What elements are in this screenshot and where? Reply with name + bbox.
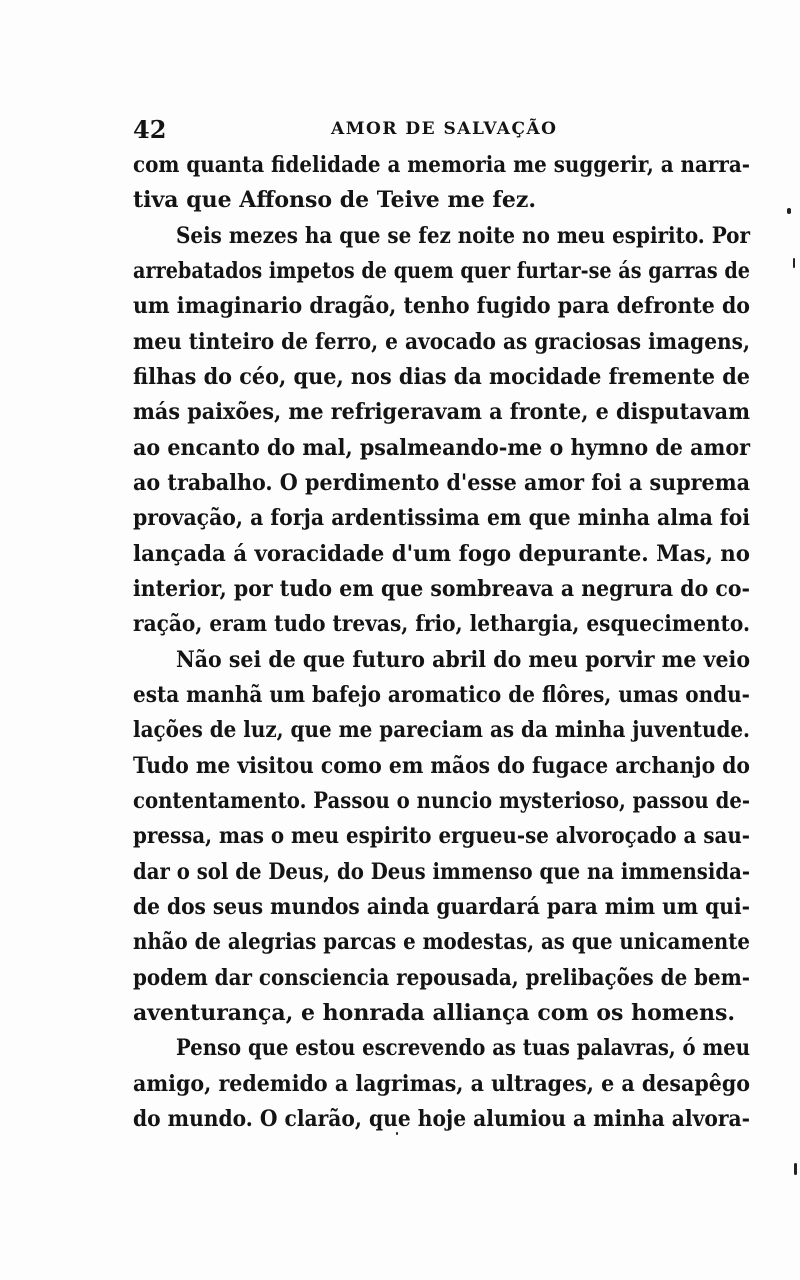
ink-speck (787, 208, 791, 214)
page-header (133, 115, 753, 145)
text-line: ração, eram tudo trevas, frio, lethargia, esquecimento. (133, 611, 750, 637)
text-line: de dos seus mundos ainda guardará para mim um qui- (133, 894, 750, 920)
text-line: lações de luz, que me pareciam as da minha juventude. (133, 717, 750, 743)
text-line: amigo, redemido a lagrimas, a ultrages, e a desapêgo (133, 1071, 750, 1097)
text-line: meu tinteiro de ferro, e avocado as graciosas imagens, (133, 329, 750, 355)
text-line: com quanta fidelidade a memoria me suggerir, a narra- (133, 152, 750, 178)
text-line: contentamento. Passou o nuncio mysterioso, passou de- (133, 788, 750, 814)
text-line: provação, a forja ardentissima em que minha alma foi (133, 505, 750, 531)
text-line: más paixões, me refrigeravam a fronte, e disputavam (133, 399, 750, 425)
text-line: esta manhã um bafejo aromatico de flôres, umas ondu- (133, 682, 750, 708)
running-title: AMOR DE SALVAÇÃO (331, 119, 558, 139)
text-line: arrebatados impetos de quem quer furtar-se ás garras de (133, 258, 750, 284)
text-line: filhas do céo, que, nos dias da mocidade fremente de (133, 364, 750, 390)
text-line: pressa, mas o meu espirito ergueu-se alvoroçado a sau- (133, 823, 750, 849)
ink-speck (793, 258, 795, 268)
text-line: lançada á voracidade d'um fogo depurante. Mas, no (133, 541, 750, 567)
page-number: 42 (133, 115, 167, 144)
text-line: um imaginario dragão, tenho fugido para defronte do (133, 293, 750, 319)
text-line: ao encanto do mal, psalmeando-me o hymno de amor (133, 435, 750, 461)
text-line: aventurança, e honrada alliança com os homens. (133, 1000, 736, 1026)
text-line: Penso que estou escrevendo as tuas palavras, ó meu (176, 1035, 750, 1061)
text-line: Não sei de que futuro abril do meu porvir me veio (176, 647, 750, 673)
text-line: tiva que Affonso de Teive me fez. (133, 187, 536, 213)
text-line: podem dar consciencia repousada, prelibações de bem- (133, 965, 750, 991)
text-line: do mundo. O clarão, que hoje alumiou a minha alvora- (133, 1106, 750, 1132)
ink-speck (396, 1132, 398, 1135)
text-line: interior, por tudo em que sombreava a negrura do co- (133, 576, 750, 602)
text-line: Seis mezes ha que se fez noite no meu espirito. Por (176, 223, 750, 249)
ink-speck (794, 1163, 797, 1175)
text-line: nhão de alegrias parcas e modestas, as que unicamente (133, 929, 750, 955)
text-line: Tudo me visitou como em mãos do fugace archanjo do (133, 753, 750, 779)
text-line: ao trabalho. O perdimento d'esse amor foi a suprema (133, 470, 750, 496)
text-line: dar o sol de Deus, do Deus immenso que na immensida- (133, 859, 750, 885)
